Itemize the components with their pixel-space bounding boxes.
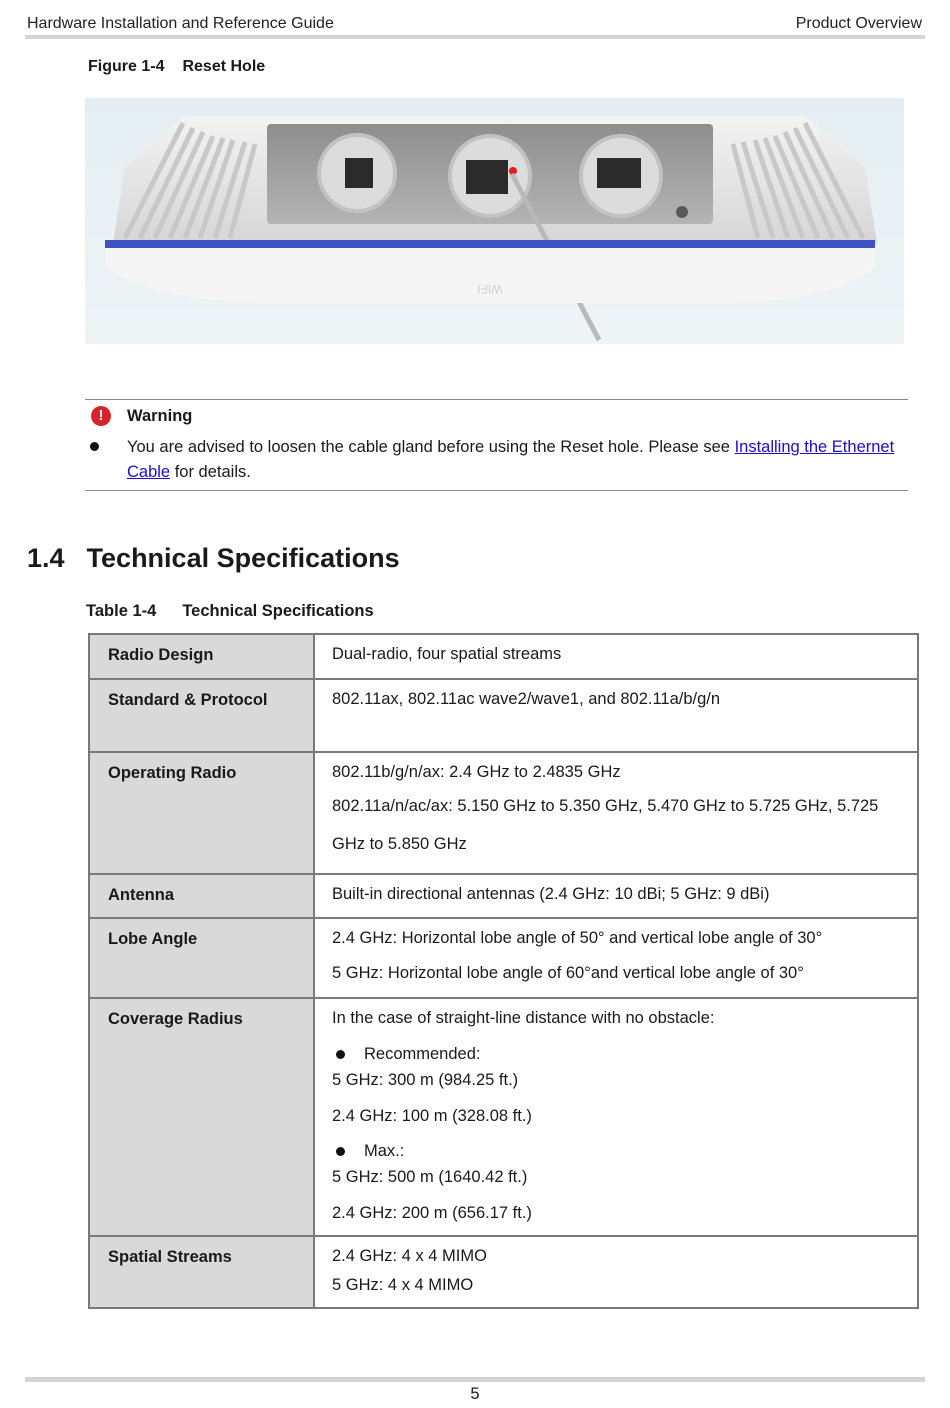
figure-label: Figure 1-4 [88, 58, 165, 75]
spec-value: Dual-radio, four spatial streams [314, 634, 918, 679]
section-title: Technical Specifications [86, 543, 400, 573]
bullet-icon [90, 442, 99, 451]
spec-value [314, 752, 918, 874]
max-label: Max.: [364, 1141, 405, 1160]
spatial-streams-5g: 5 GHz: 4 x 4 MIMO [332, 1276, 474, 1294]
header-divider [25, 35, 925, 39]
spec-key: Antenna [89, 874, 314, 918]
table-title: Technical Specifications [182, 602, 374, 620]
warning-text-after: for details. [170, 463, 251, 481]
lobe-angle-24g: 2.4 GHz: Horizontal lobe angle of 50° and vertical lobe angle of 30° [332, 929, 823, 947]
warning-icon: ! [91, 406, 111, 426]
lobe-angle-5g: 5 GHz: Horizontal lobe angle of 60°and vertical lobe angle of 30° [332, 964, 804, 982]
spec-key: Operating Radio [89, 752, 314, 874]
recommended-24g: 2.4 GHz: 100 m (328.08 ft.) [332, 1107, 532, 1125]
spec-value: Built-in directional antennas (2.4 GHz: 10 dBi; 5 GHz: 9 dBi) [314, 874, 918, 918]
spec-value: 802.11ax, 802.11ac wave2/wave1, and 802.11a/b/g/n [314, 679, 918, 752]
max-5g: 5 GHz: 500 m (1640.42 ft.) [332, 1168, 528, 1186]
list-item [332, 1041, 899, 1067]
spec-value [314, 998, 918, 1236]
chapter-title: Product Overview [795, 15, 922, 32]
bullet-icon [336, 1147, 345, 1156]
page-header [27, 12, 922, 36]
table-row [89, 998, 918, 1236]
warning-text-before: You are advised to loosen the cable gland before using the Reset hole. Please see [127, 438, 735, 456]
table-label: Table 1-4 [86, 602, 157, 620]
page-number: 5 [470, 1385, 480, 1403]
spatial-streams-24g: 2.4 GHz: 4 x 4 MIMO [332, 1247, 487, 1265]
spec-key: Spatial Streams [89, 1236, 314, 1308]
warning-text [127, 435, 912, 485]
bullet-icon [336, 1050, 345, 1059]
operating-radio-24g: 802.11b/g/n/ax: 2.4 GHz to 2.4835 GHz [332, 763, 621, 781]
access-point-image [85, 98, 904, 344]
technical-specifications-table [88, 633, 919, 1309]
spec-key: Radio Design [89, 634, 314, 679]
table-row [89, 874, 918, 918]
svg-text:WIFI: WIFI [477, 282, 503, 296]
coverage-intro: In the case of straight-line distance with no obstacle: [332, 1009, 715, 1027]
warning-title: Warning [127, 407, 193, 425]
figure-caption [88, 58, 265, 76]
table-row [89, 752, 918, 874]
installing-ethernet-cable-link[interactable]: Installing the Ethernet Cable [127, 438, 895, 481]
figure-title: Reset Hole [182, 58, 266, 75]
recommended-label: Recommended: [364, 1044, 481, 1063]
spec-value [314, 1236, 918, 1308]
reset-hole-figure [85, 98, 904, 344]
spec-key: Lobe Angle [89, 918, 314, 998]
table-row [89, 1236, 918, 1308]
recommended-5g: 5 GHz: 300 m (984.25 ft.) [332, 1071, 519, 1089]
spec-value [314, 918, 918, 998]
table-row [89, 918, 918, 998]
table-caption [86, 602, 374, 621]
spec-key: Standard & Protocol [89, 679, 314, 752]
section-heading [27, 543, 400, 574]
operating-radio-5g: 802.11a/n/ac/ax: 5.150 GHz to 5.350 GHz, 5.470 GHz to 5.725 GHz, 5.725 GHz to 5.850 GHz [332, 797, 879, 853]
warning-box [85, 399, 908, 491]
table-row [89, 679, 918, 752]
max-24g: 2.4 GHz: 200 m (656.17 ft.) [332, 1204, 532, 1222]
spec-key: Coverage Radius [89, 998, 314, 1236]
section-number: 1.4 [27, 543, 65, 573]
list-item [332, 1138, 899, 1164]
table-row [89, 634, 918, 679]
document-title: Hardware Installation and Reference Guide [27, 15, 334, 32]
footer-divider [25, 1377, 925, 1382]
